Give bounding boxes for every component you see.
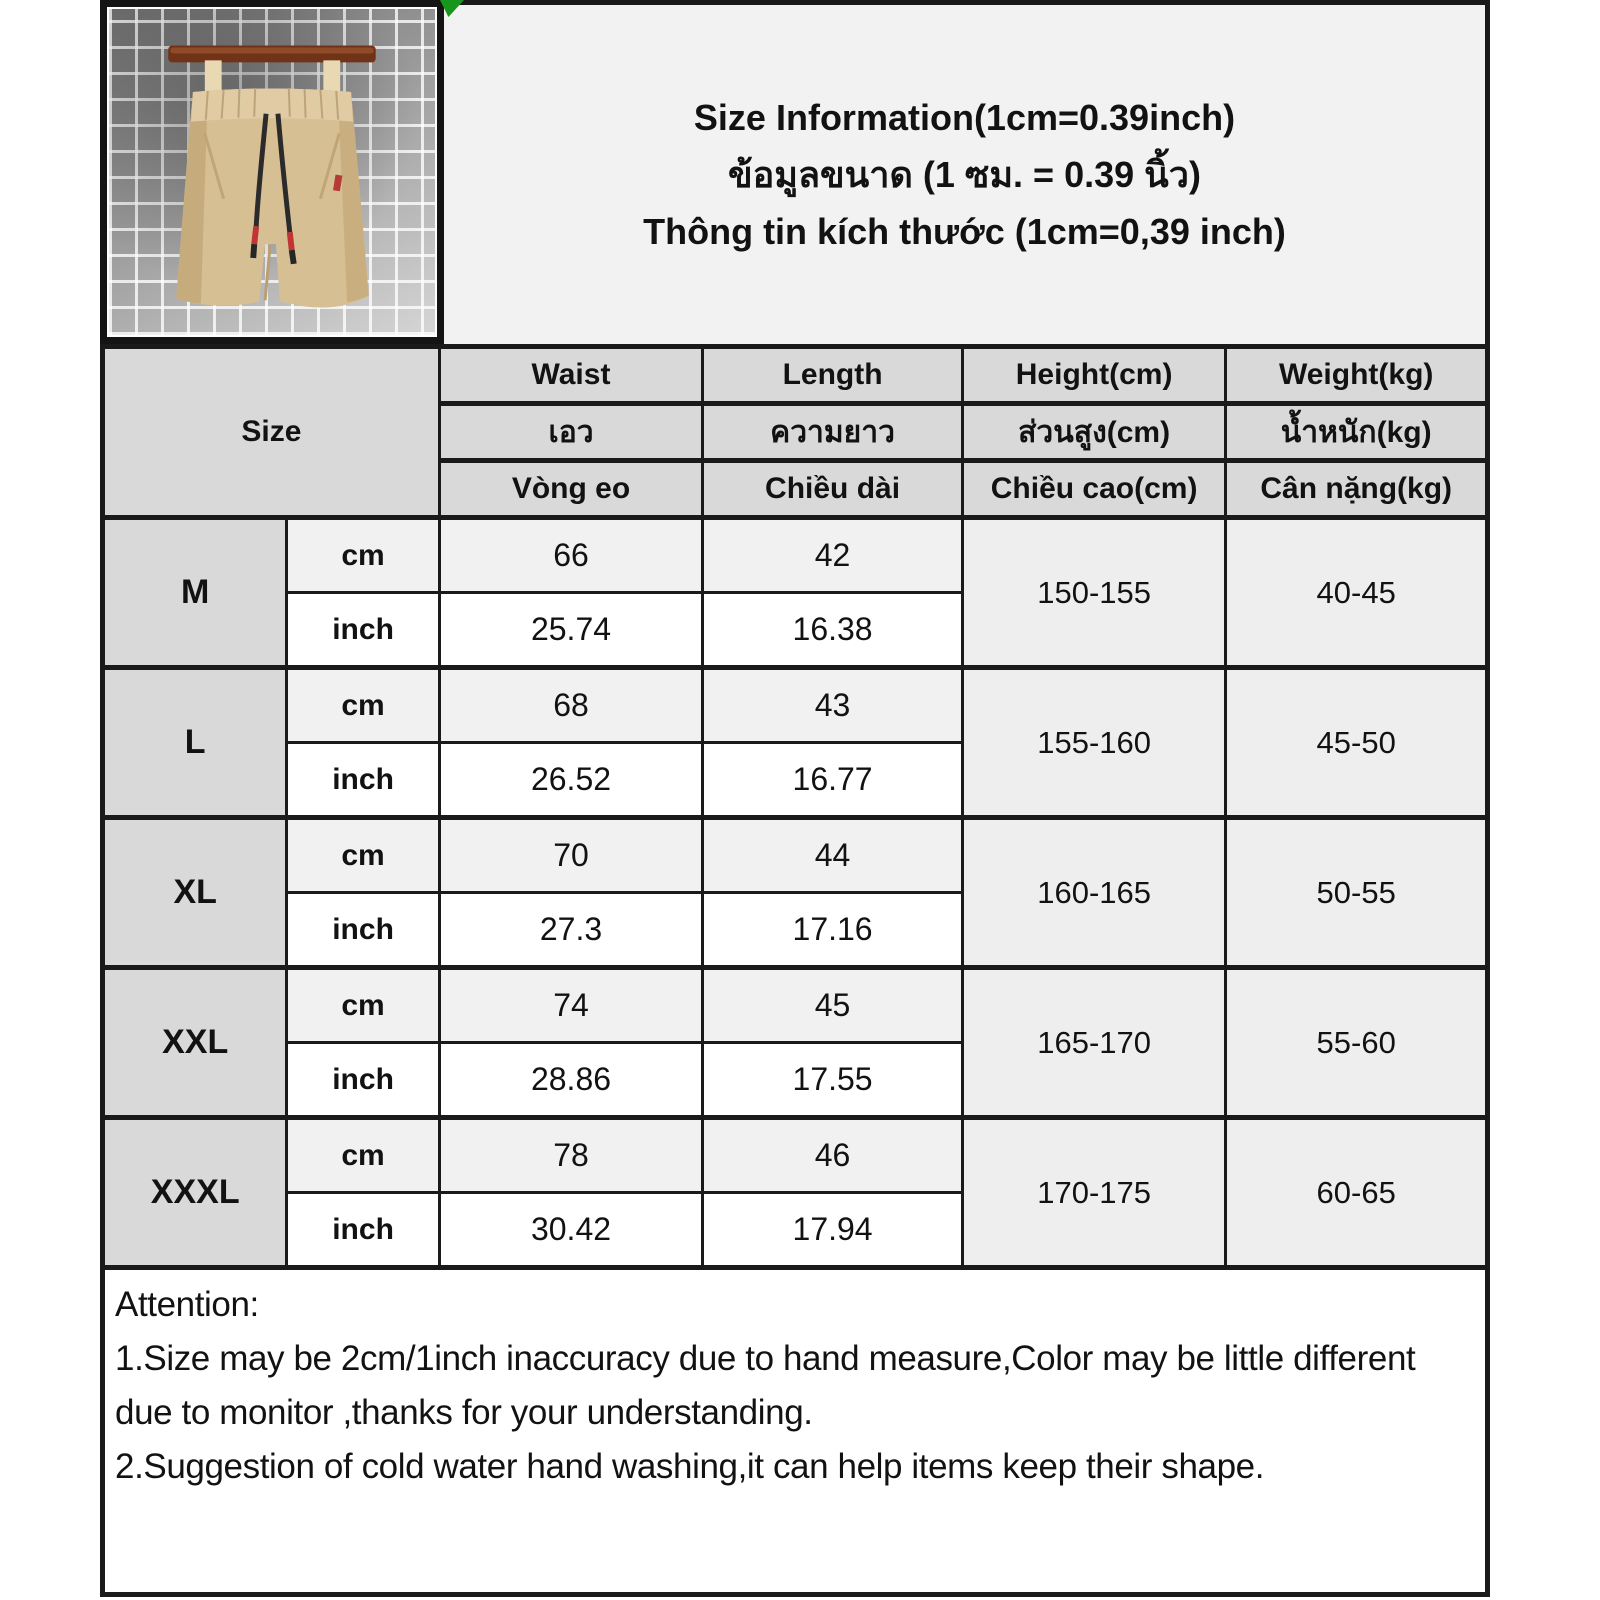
height-range: 170-175 xyxy=(962,1118,1226,1268)
length-cm: 42 xyxy=(703,518,963,593)
length-inch: 17.55 xyxy=(703,1043,963,1118)
attention-item-2: 2.Suggestion of cold water hand washing,it can help items keep their shape. xyxy=(115,1447,1265,1486)
size-label-xxxl: XXXL xyxy=(103,1118,287,1268)
col-header-weight-vi: Cân nặng(kg) xyxy=(1226,461,1488,518)
unit-cm: cm xyxy=(287,668,439,743)
length-inch: 16.77 xyxy=(703,743,963,818)
title-english: Size Information(1cm=0.39inch) xyxy=(693,97,1236,138)
product-photo xyxy=(100,0,444,344)
waist-inch: 28.86 xyxy=(439,1043,703,1118)
table-row xyxy=(103,968,1488,1043)
weight-range: 50-55 xyxy=(1226,818,1488,968)
col-header-weight-th: น้ำหนัก(kg) xyxy=(1226,404,1488,461)
unit-cm: cm xyxy=(287,518,439,593)
table-row xyxy=(103,668,1488,743)
title-vietnamese: Thông tin kích thước (1cm=0,39 inch) xyxy=(643,211,1286,252)
col-header-weight-en: Weight(kg) xyxy=(1226,347,1488,404)
col-header-height-th: ส่วนสูง(cm) xyxy=(962,404,1226,461)
grid-wall-background xyxy=(109,9,435,335)
col-header-waist-vi: Vòng eo xyxy=(439,461,703,518)
waist-inch: 26.52 xyxy=(439,743,703,818)
length-cm: 44 xyxy=(703,818,963,893)
size-table xyxy=(100,344,1490,1270)
length-cm: 46 xyxy=(703,1118,963,1193)
table-row xyxy=(103,1118,1488,1193)
size-chart-sheet xyxy=(100,0,1490,1597)
height-range: 150-155 xyxy=(962,518,1226,668)
shorts-illustration xyxy=(109,9,435,335)
col-header-height-en: Height(cm) xyxy=(962,347,1226,404)
unit-inch: inch xyxy=(287,743,439,818)
header-row xyxy=(100,0,1490,344)
unit-inch: inch xyxy=(287,1193,439,1268)
waist-inch: 30.42 xyxy=(439,1193,703,1268)
unit-cm: cm xyxy=(287,818,439,893)
title-thai: ข้อมูลขนาด (1 ซม. = 0.39 นิ้ว) xyxy=(728,154,1201,195)
unit-cm: cm xyxy=(287,968,439,1043)
size-label-xxl: XXL xyxy=(103,968,287,1118)
weight-range: 60-65 xyxy=(1226,1118,1488,1268)
attention-item-1: 1.Size may be 2cm/1inch inaccuracy due to hand measure,Color may be little different due to monitor ,thanks for your understanding. xyxy=(115,1339,1416,1432)
height-range: 155-160 xyxy=(962,668,1226,818)
unit-inch: inch xyxy=(287,893,439,968)
header-row-en xyxy=(103,347,1488,404)
attention-note xyxy=(100,1270,1490,1597)
waist-cm: 68 xyxy=(439,668,703,743)
size-label-l: L xyxy=(103,668,287,818)
height-range: 165-170 xyxy=(962,968,1226,1118)
col-header-waist-en: Waist xyxy=(439,347,703,404)
weight-range: 45-50 xyxy=(1226,668,1488,818)
col-header-length-vi: Chiều dài xyxy=(703,461,963,518)
size-label-m: M xyxy=(103,518,287,668)
title-block xyxy=(444,0,1490,344)
waist-inch: 25.74 xyxy=(439,593,703,668)
weight-range: 40-45 xyxy=(1226,518,1488,668)
col-header-height-vi: Chiều cao(cm) xyxy=(962,461,1226,518)
length-cm: 43 xyxy=(703,668,963,743)
table-row xyxy=(103,818,1488,893)
unit-inch: inch xyxy=(287,1043,439,1118)
waist-cm: 78 xyxy=(439,1118,703,1193)
unit-inch: inch xyxy=(287,593,439,668)
unit-cm: cm xyxy=(287,1118,439,1193)
waist-cm: 74 xyxy=(439,968,703,1043)
size-label-xl: XL xyxy=(103,818,287,968)
length-inch: 17.94 xyxy=(703,1193,963,1268)
weight-range: 55-60 xyxy=(1226,968,1488,1118)
length-inch: 16.38 xyxy=(703,593,963,668)
size-column-header: Size xyxy=(103,347,440,518)
waist-cm: 70 xyxy=(439,818,703,893)
waist-cm: 66 xyxy=(439,518,703,593)
waist-inch: 27.3 xyxy=(439,893,703,968)
col-header-length-en: Length xyxy=(703,347,963,404)
height-range: 160-165 xyxy=(962,818,1226,968)
length-inch: 17.16 xyxy=(703,893,963,968)
col-header-length-th: ความยาว xyxy=(703,404,963,461)
attention-heading: Attention: xyxy=(115,1285,259,1324)
length-cm: 45 xyxy=(703,968,963,1043)
table-row xyxy=(103,518,1488,593)
col-header-waist-th: เอว xyxy=(439,404,703,461)
